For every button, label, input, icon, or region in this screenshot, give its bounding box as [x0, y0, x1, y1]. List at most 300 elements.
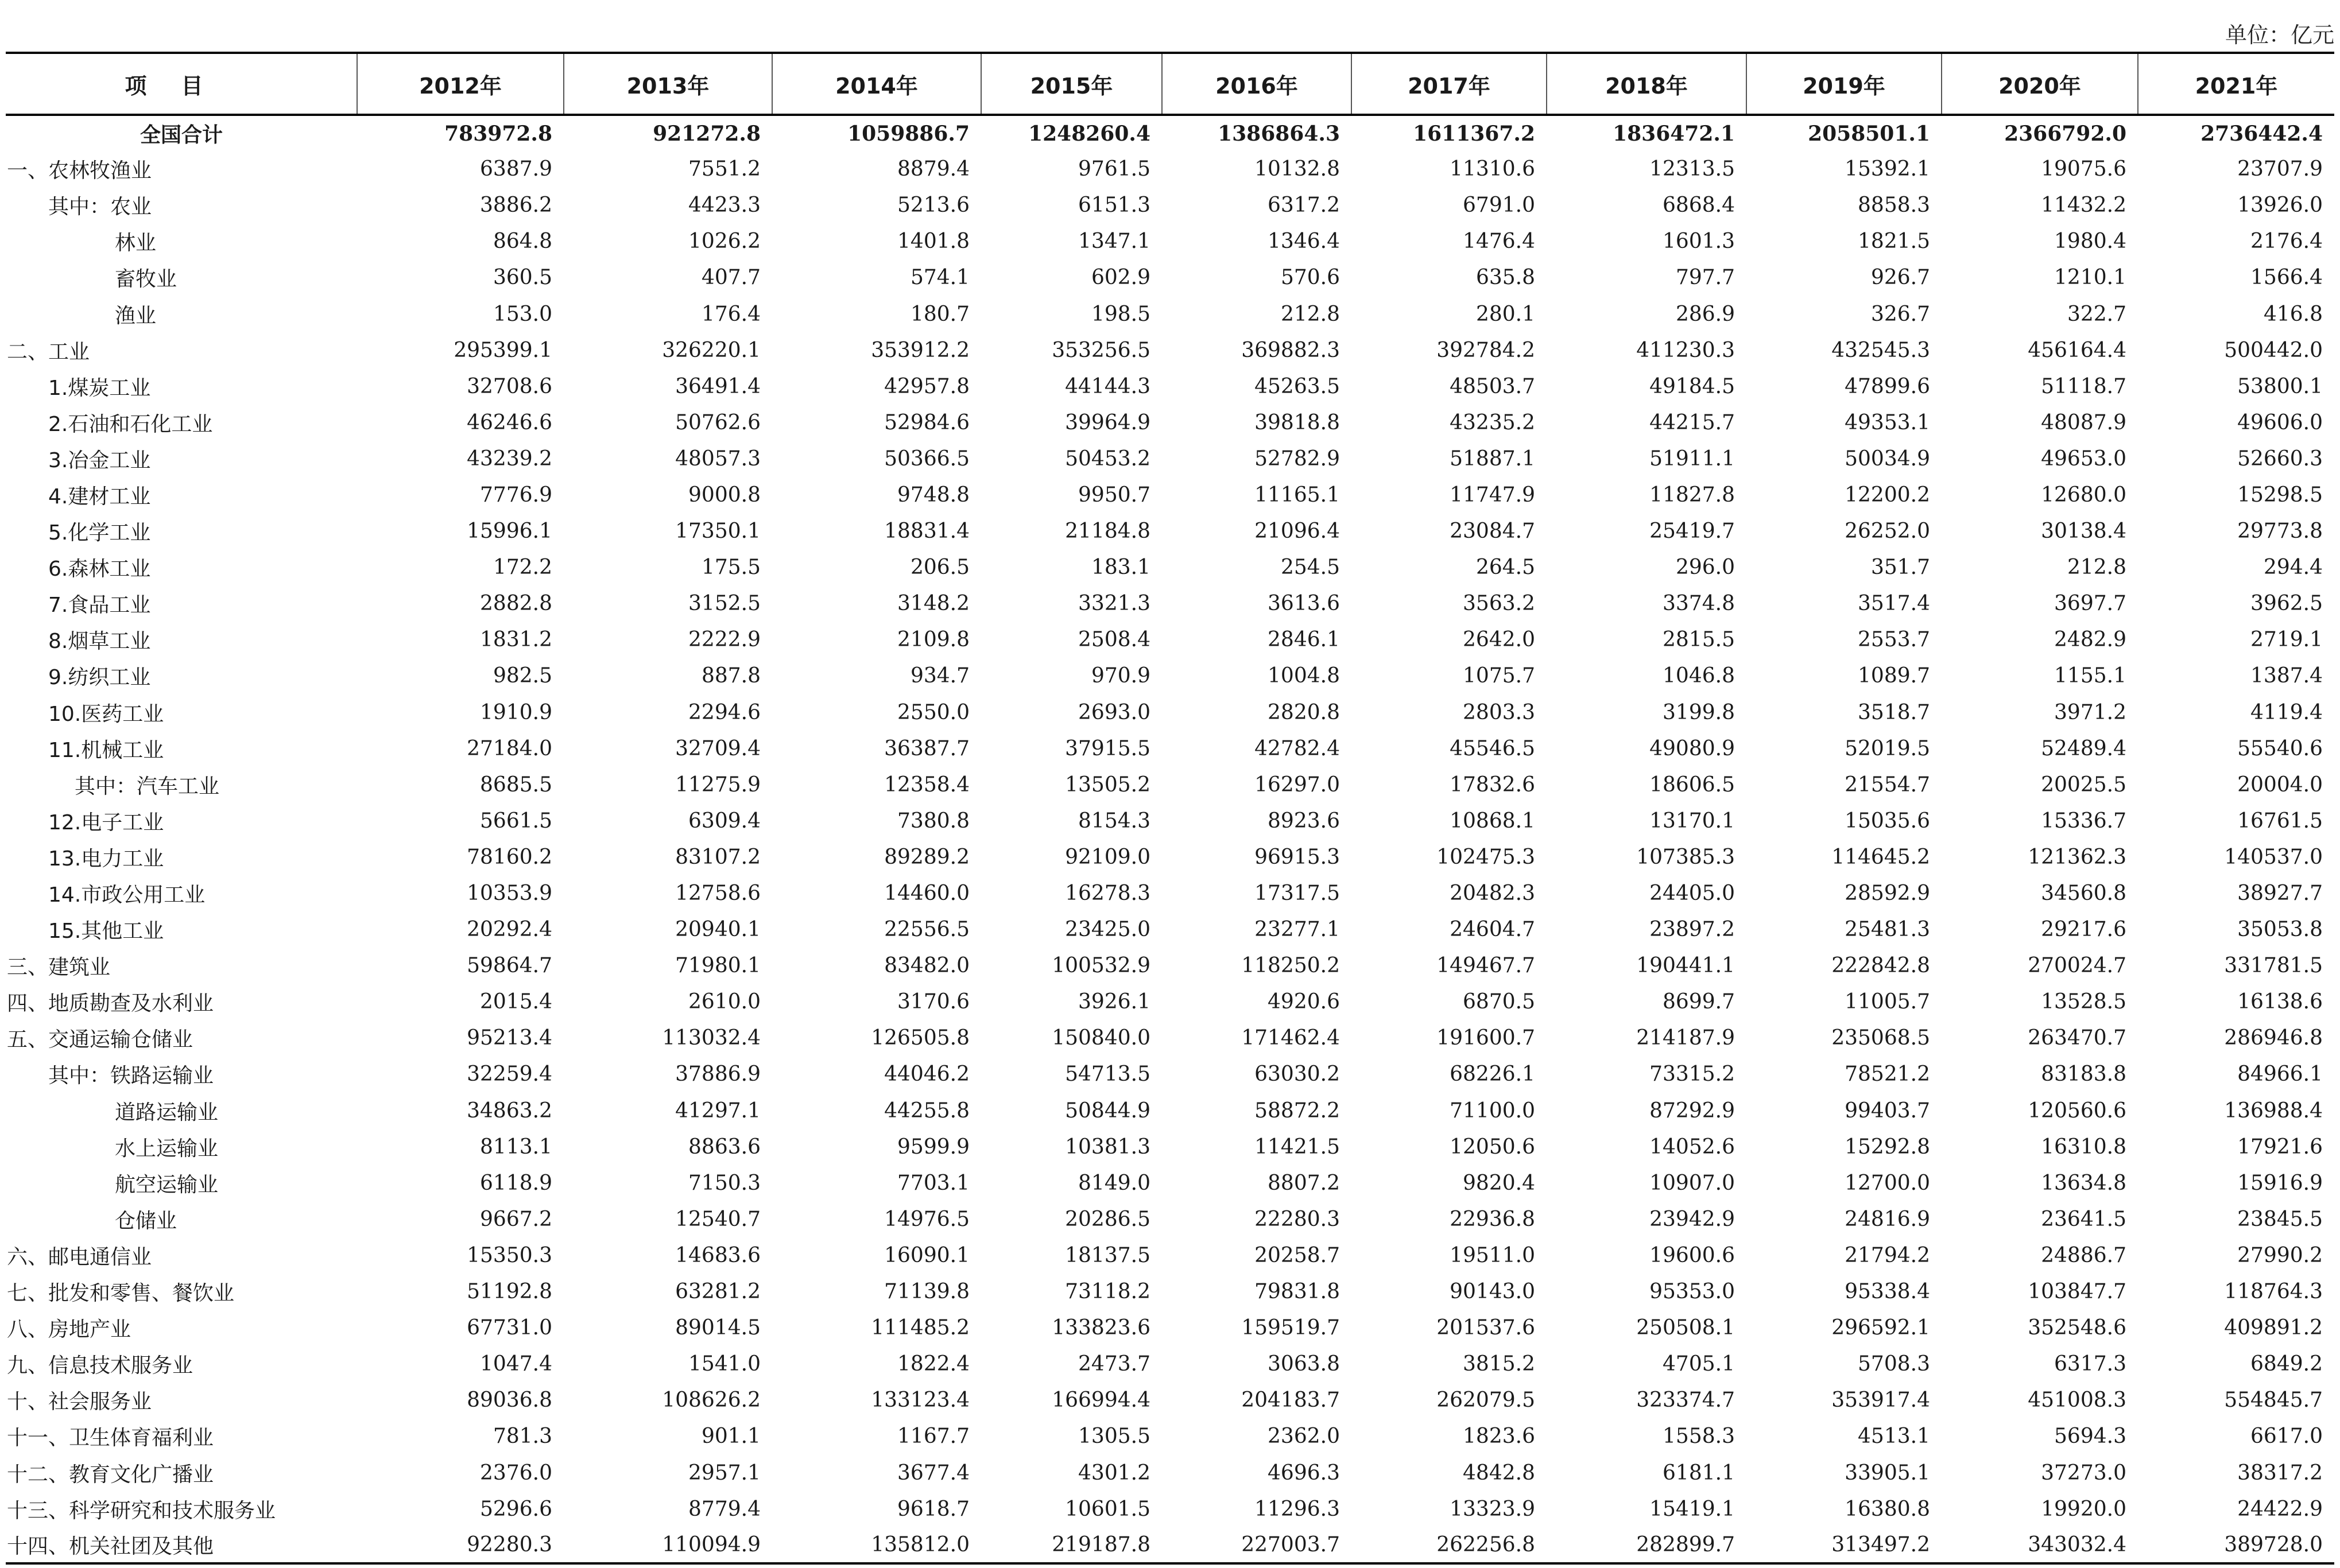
table-cell: 926.7 [1870, 266, 1930, 290]
table-cell: 1004.8 [1268, 664, 1340, 688]
table-cell: 32708.6 [467, 374, 552, 398]
table-cell: 159519.7 [1241, 1316, 1340, 1340]
row-label: 3.冶金工业 [48, 448, 151, 472]
table-row [6, 694, 2334, 731]
table-cell: 45263.5 [1254, 374, 1340, 398]
table-cell: 52660.3 [2237, 447, 2323, 471]
table-cell: 15419.1 [1649, 1497, 1735, 1521]
table-cell: 92109.0 [1065, 845, 1150, 869]
table-cell: 16138.6 [2237, 990, 2323, 1014]
table-cell: 296592.1 [1831, 1316, 1930, 1340]
table-cell: 21096.4 [1254, 519, 1340, 544]
table-cell: 11747.9 [1450, 483, 1535, 507]
table-cell: 2058501.1 [1808, 121, 1930, 146]
table-cell: 102475.3 [1436, 845, 1535, 869]
table-cell: 11165.1 [1254, 483, 1340, 507]
table-cell: 4842.8 [1463, 1461, 1535, 1485]
table-cell: 1386864.3 [1218, 121, 1340, 146]
table-cell: 8807.2 [1268, 1171, 1340, 1195]
table-cell: 149467.7 [1436, 954, 1535, 978]
table-cell: 20025.5 [2041, 773, 2126, 797]
table-cell: 11296.3 [1254, 1497, 1340, 1521]
table-cell: 2820.8 [1268, 700, 1340, 724]
table-cell: 41297.1 [675, 1099, 761, 1123]
table-cell: 83183.8 [2041, 1062, 2126, 1086]
table-cell: 3815.2 [1463, 1352, 1535, 1376]
row-label: 全国合计 [140, 123, 223, 148]
row-label: 十二、教育文化广播业 [7, 1462, 214, 1487]
table-cell: 12050.6 [1450, 1135, 1535, 1159]
table-row [6, 223, 2334, 259]
table-cell: 190441.1 [1636, 954, 1735, 978]
table-cell: 15916.9 [2237, 1171, 2323, 1195]
table-cell: 3677.4 [897, 1461, 970, 1485]
table-row [6, 767, 2334, 803]
table-cell: 10353.9 [467, 882, 552, 906]
table-cell: 18606.5 [1649, 773, 1735, 797]
row-label: 十、社会服务业 [7, 1390, 152, 1414]
table-cell: 2176.4 [2250, 230, 2323, 254]
header-year: 2020年 [1942, 53, 2138, 115]
table-cell: 176.4 [701, 302, 761, 326]
table-cell: 24886.7 [2041, 1243, 2126, 1267]
table-cell: 1075.7 [1463, 664, 1535, 688]
table-cell: 227003.7 [1241, 1532, 1340, 1557]
table-row [6, 477, 2334, 513]
table-cell: 90143.0 [1450, 1280, 1535, 1304]
table-cell: 2553.7 [1858, 628, 1930, 652]
table-cell: 1167.7 [897, 1425, 970, 1449]
table-cell: 21794.2 [1845, 1243, 1930, 1267]
table-cell: 83107.2 [675, 845, 761, 869]
table-cell: 982.5 [493, 664, 552, 688]
table-cell: 6849.2 [2250, 1352, 2323, 1376]
table-cell: 11005.7 [1845, 990, 1930, 1014]
table-cell: 23277.1 [1254, 918, 1340, 942]
table-row [6, 151, 2334, 187]
table-cell: 15298.5 [2237, 483, 2323, 507]
table-cell: 6118.9 [480, 1171, 552, 1195]
table-cell: 12313.5 [1649, 157, 1735, 181]
table-cell: 50453.2 [1065, 447, 1150, 471]
table-cell: 2957.1 [688, 1461, 761, 1485]
table-cell: 3148.2 [897, 592, 970, 616]
table-row [6, 368, 2334, 405]
table-cell: 323374.7 [1636, 1388, 1735, 1412]
table-cell: 14052.6 [1649, 1135, 1735, 1159]
table-cell: 51911.1 [1649, 447, 1735, 471]
table-cell: 12758.6 [675, 882, 761, 906]
table-cell: 864.8 [493, 230, 552, 254]
table-cell: 78521.2 [1845, 1062, 1930, 1086]
table-cell: 24405.0 [1649, 882, 1735, 906]
table-cell: 89036.8 [467, 1388, 552, 1412]
table-cell: 92280.3 [467, 1532, 552, 1557]
table-cell: 24816.9 [1845, 1207, 1930, 1231]
table-cell: 38927.7 [2237, 882, 2323, 906]
table-cell: 264.5 [1475, 556, 1535, 580]
table-cell: 2719.1 [2250, 628, 2323, 652]
table-row [6, 1346, 2334, 1382]
table-cell: 4696.3 [1268, 1461, 1340, 1485]
table-cell: 108626.2 [662, 1388, 761, 1412]
table-cell: 36491.4 [675, 374, 761, 398]
table-row [6, 1491, 2334, 1527]
table-row [6, 1129, 2334, 1165]
table-cell: 42782.4 [1254, 736, 1340, 760]
table-cell: 14976.5 [884, 1207, 970, 1231]
table-cell: 1210.1 [2054, 266, 2126, 290]
table-cell: 3063.8 [1268, 1352, 1340, 1376]
header-year: 2013年 [564, 53, 772, 115]
table-cell: 36387.7 [884, 736, 970, 760]
table-cell: 2376.0 [480, 1461, 552, 1485]
table-row [6, 1056, 2334, 1092]
table-cell: 121362.3 [2028, 845, 2126, 869]
table-cell: 50762.6 [675, 410, 761, 434]
table-cell: 7380.8 [897, 809, 970, 833]
table-cell: 84966.1 [2237, 1062, 2323, 1086]
table-cell: 24604.7 [1450, 918, 1535, 942]
table-cell: 100532.9 [1052, 954, 1150, 978]
table-cell: 331781.5 [2224, 954, 2323, 978]
table-cell: 20286.5 [1065, 1207, 1150, 1231]
table-cell: 23425.0 [1065, 918, 1150, 942]
table-cell: 4423.3 [688, 193, 761, 218]
table-cell: 12540.7 [675, 1207, 761, 1231]
table-row [6, 1201, 2334, 1237]
table-cell: 2693.0 [1078, 700, 1150, 724]
table-cell: 3962.5 [2250, 592, 2323, 616]
table-cell: 8779.4 [688, 1497, 761, 1521]
row-label: 其中：铁路运输业 [48, 1064, 214, 1088]
table-cell: 901.1 [701, 1425, 761, 1449]
table-cell: 921272.8 [653, 121, 761, 146]
table-cell: 33905.1 [1845, 1461, 1930, 1485]
table-cell: 369882.3 [1241, 338, 1340, 362]
table-cell: 456164.4 [2028, 338, 2126, 362]
table-cell: 1566.4 [2250, 266, 2323, 290]
header-item: 项目 [125, 73, 238, 99]
table-cell: 5661.5 [480, 809, 552, 833]
table-cell: 212.8 [2067, 556, 2126, 580]
table-cell: 219187.8 [1052, 1532, 1150, 1557]
table-cell: 2482.9 [2054, 628, 2126, 652]
table-cell: 15292.8 [1845, 1135, 1930, 1159]
table-cell: 1910.9 [480, 700, 552, 724]
table-cell: 7776.9 [480, 483, 552, 507]
table-cell: 22556.5 [884, 918, 970, 942]
table-cell: 5708.3 [1858, 1352, 1930, 1376]
table-cell: 99403.7 [1845, 1099, 1930, 1123]
table-cell: 6868.4 [1663, 193, 1735, 218]
table-cell: 23897.2 [1649, 918, 1735, 942]
table-cell: 11432.2 [2041, 193, 2126, 218]
table-cell: 153.0 [493, 302, 552, 326]
table-cell: 201537.6 [1436, 1316, 1535, 1340]
table-cell: 6317.2 [1268, 193, 1340, 218]
table-cell: 1346.4 [1268, 230, 1340, 254]
table-cell: 183.1 [1091, 556, 1150, 580]
table-cell: 416.8 [2263, 302, 2323, 326]
table-cell: 135812.0 [871, 1532, 970, 1557]
table-cell: 4301.2 [1078, 1461, 1150, 1485]
table-cell: 25419.7 [1649, 519, 1735, 544]
table-cell: 50034.9 [1845, 447, 1930, 471]
table-cell: 44215.7 [1649, 410, 1735, 434]
table-cell: 1059886.7 [847, 121, 970, 146]
table-cell: 118250.2 [1241, 954, 1340, 978]
row-label: 五、交通运输仓储业 [7, 1028, 193, 1052]
table-cell: 8685.5 [480, 773, 552, 797]
table-cell: 71980.1 [675, 954, 761, 978]
table-cell: 49353.1 [1845, 410, 1930, 434]
table-cell: 6317.3 [2054, 1352, 2126, 1376]
table-cell: 262079.5 [1436, 1388, 1535, 1412]
table-row [6, 1020, 2334, 1056]
table-row [6, 731, 2334, 767]
table-cell: 4513.1 [1858, 1425, 1930, 1449]
table-cell: 13528.5 [2041, 990, 2126, 1014]
table-cell: 7551.2 [688, 157, 761, 181]
table-cell: 19920.0 [2041, 1497, 2126, 1521]
table-cell: 49653.0 [2041, 447, 2126, 471]
table-cell: 53800.1 [2237, 374, 2323, 398]
header-year: 2021年 [2138, 53, 2334, 115]
row-label: 2.石油和石化工业 [48, 412, 213, 436]
table-cell: 6151.3 [1078, 193, 1150, 218]
table-row [6, 296, 2334, 332]
table-cell: 2610.0 [688, 990, 761, 1014]
row-label: 一、农林牧渔业 [7, 159, 152, 183]
table-cell: 17921.6 [2237, 1135, 2323, 1159]
table-cell: 37886.9 [675, 1062, 761, 1086]
table-row [6, 513, 2334, 549]
table-cell: 222842.8 [1831, 954, 1930, 978]
table-body [6, 115, 2334, 1563]
table-cell: 73315.2 [1649, 1062, 1735, 1086]
table-row [6, 1527, 2334, 1563]
table-row [6, 549, 2334, 585]
table-cell: 1248260.4 [1028, 121, 1150, 146]
table-cell: 409891.2 [2224, 1316, 2323, 1340]
table-cell: 1821.5 [1858, 230, 1930, 254]
table-cell: 95353.0 [1649, 1280, 1735, 1304]
row-label: 7.食品工业 [48, 593, 151, 618]
table-cell: 9000.8 [688, 483, 761, 507]
table-cell: 11275.9 [675, 773, 761, 797]
table-cell: 30138.4 [2041, 519, 2126, 544]
table-cell: 6181.1 [1663, 1461, 1735, 1485]
table-cell: 16297.0 [1254, 773, 1340, 797]
row-label: 14.市政公用工业 [48, 883, 206, 907]
table-cell: 2366792.0 [2004, 121, 2126, 146]
table-cell: 59864.7 [467, 954, 552, 978]
table-cell: 353912.2 [871, 338, 970, 362]
table-cell: 8154.3 [1078, 809, 1150, 833]
table-cell: 570.6 [1280, 266, 1340, 290]
table-cell: 17317.5 [1254, 882, 1340, 906]
table-cell: 9761.5 [1078, 157, 1150, 181]
table-cell: 166994.4 [1052, 1388, 1150, 1412]
table-row [6, 622, 2334, 658]
table-cell: 797.7 [1675, 266, 1735, 290]
table-row [6, 259, 2334, 296]
table-cell: 15350.3 [467, 1243, 552, 1267]
table-cell: 9820.4 [1463, 1171, 1535, 1195]
table-cell: 120560.6 [2028, 1099, 2126, 1123]
table-cell: 263470.7 [2028, 1026, 2126, 1050]
row-label: 水上运输业 [115, 1136, 219, 1161]
table-cell: 389728.0 [2224, 1532, 2323, 1557]
table-cell: 16090.1 [884, 1243, 970, 1267]
row-label: 5.化学工业 [48, 521, 151, 545]
table-cell: 37915.5 [1065, 736, 1150, 760]
table-cell: 107385.3 [1636, 845, 1735, 869]
table-cell: 42957.8 [884, 374, 970, 398]
row-label: 畜牧业 [115, 267, 177, 292]
investment-table [6, 52, 2334, 1565]
table-cell: 45546.5 [1450, 736, 1535, 760]
table-cell: 48057.3 [675, 447, 761, 471]
table-cell: 1089.7 [1858, 664, 1930, 688]
table-cell: 11310.6 [1450, 157, 1535, 181]
table-cell: 111485.2 [871, 1316, 970, 1340]
row-label: 七、批发和零售、餐饮业 [7, 1282, 235, 1306]
table-cell: 20292.4 [467, 918, 552, 942]
table-cell: 27184.0 [467, 736, 552, 760]
table-cell: 14683.6 [675, 1243, 761, 1267]
table-cell: 71100.0 [1450, 1099, 1535, 1123]
table-cell: 44255.8 [884, 1099, 970, 1123]
table-cell: 1601.3 [1663, 230, 1735, 254]
table-cell: 10132.8 [1254, 157, 1340, 181]
table-cell: 39818.8 [1254, 410, 1340, 434]
table-cell: 270024.7 [2028, 954, 2126, 978]
table-cell: 1155.1 [2054, 664, 2126, 688]
row-label: 十四、机关社团及其他 [7, 1534, 214, 1558]
table-cell: 17832.6 [1450, 773, 1535, 797]
table-row [6, 1310, 2334, 1346]
table-cell: 79831.8 [1254, 1280, 1340, 1304]
table-cell: 46246.6 [467, 410, 552, 434]
table-cell: 296.0 [1675, 556, 1735, 580]
table-cell: 286946.8 [2224, 1026, 2323, 1050]
table-cell: 204183.7 [1241, 1388, 1340, 1412]
table-cell: 407.7 [701, 266, 761, 290]
table-cell: 554845.7 [2224, 1388, 2323, 1412]
table-cell: 392784.2 [1436, 338, 1535, 362]
table-cell: 114645.2 [1831, 845, 1930, 869]
row-label: 其中：汽车工业 [75, 774, 220, 798]
table-cell: 34560.8 [2041, 882, 2126, 906]
table-row [6, 1237, 2334, 1274]
table-cell: 110094.9 [662, 1532, 761, 1557]
table-cell: 25481.3 [1845, 918, 1930, 942]
table-cell: 295399.1 [454, 338, 552, 362]
table-row [6, 1274, 2334, 1310]
table-cell: 171462.4 [1241, 1026, 1340, 1050]
row-label: 渔业 [115, 304, 157, 328]
table-cell: 47899.6 [1845, 374, 1930, 398]
row-label: 三、建筑业 [7, 956, 111, 980]
table-row [6, 1382, 2334, 1418]
table-cell: 3321.3 [1078, 592, 1150, 616]
table-cell: 12200.2 [1845, 483, 1930, 507]
row-label: 仓储业 [115, 1209, 177, 1233]
table-header [6, 53, 2334, 115]
table-cell: 20940.1 [675, 918, 761, 942]
table-row [6, 1093, 2334, 1129]
table-cell: 21184.8 [1065, 519, 1150, 544]
table-row [6, 1165, 2334, 1201]
table-cell: 602.9 [1091, 266, 1150, 290]
table-cell: 13634.8 [2041, 1171, 2126, 1195]
table-cell: 55540.6 [2237, 736, 2323, 760]
table-cell: 6791.0 [1463, 193, 1535, 218]
table-cell: 2815.5 [1663, 628, 1735, 652]
table-row [6, 875, 2334, 911]
table-cell: 10868.1 [1450, 809, 1535, 833]
table-cell: 20482.3 [1450, 882, 1535, 906]
row-label: 10.医药工业 [48, 702, 164, 726]
row-label: 11.机械工业 [48, 738, 164, 762]
table-cell: 150840.0 [1052, 1026, 1150, 1050]
table-row [6, 585, 2334, 622]
table-cell: 23845.5 [2237, 1207, 2323, 1231]
table-cell: 52984.6 [884, 410, 970, 434]
table-cell: 280.1 [1475, 302, 1535, 326]
table-cell: 133823.6 [1052, 1316, 1150, 1340]
header-row [6, 53, 2334, 115]
table-cell: 294.4 [2263, 556, 2323, 580]
header-year: 2016年 [1162, 53, 1351, 115]
table-cell: 326.7 [1870, 302, 1930, 326]
table-cell: 351.7 [1870, 556, 1930, 580]
table-cell: 2508.4 [1078, 628, 1150, 652]
table-cell: 2803.3 [1463, 700, 1535, 724]
table-cell: 20004.0 [2237, 773, 2323, 797]
table-cell: 18831.4 [884, 519, 970, 544]
table-cell: 71139.8 [884, 1280, 970, 1304]
table-cell: 16310.8 [2041, 1135, 2126, 1159]
table-cell: 27990.2 [2237, 1243, 2323, 1267]
table-cell: 206.5 [910, 556, 970, 580]
table-cell: 5213.6 [897, 193, 970, 218]
table-cell: 54713.5 [1065, 1062, 1150, 1086]
table-cell: 10381.3 [1065, 1135, 1150, 1159]
table-cell: 1046.8 [1663, 664, 1735, 688]
table-cell: 11827.8 [1649, 483, 1735, 507]
table-cell: 2550.0 [897, 700, 970, 724]
table-cell: 2642.0 [1463, 628, 1535, 652]
table-cell: 175.5 [701, 556, 761, 580]
table-cell: 2015.4 [480, 990, 552, 1014]
table-cell: 15035.6 [1845, 809, 1930, 833]
table-cell: 8863.6 [688, 1135, 761, 1159]
table-cell: 13170.1 [1649, 809, 1735, 833]
table-cell: 16278.3 [1065, 882, 1150, 906]
table-cell: 432545.3 [1831, 338, 1930, 362]
row-label: 航空运输业 [115, 1173, 219, 1197]
header-year: 2012年 [357, 53, 564, 115]
table-cell: 451008.3 [2028, 1388, 2126, 1412]
table-cell: 12358.4 [884, 773, 970, 797]
table-row [6, 658, 2334, 694]
table-cell: 52782.9 [1254, 447, 1340, 471]
header-year: 2015年 [981, 53, 1162, 115]
header-year: 2018年 [1547, 53, 1746, 115]
